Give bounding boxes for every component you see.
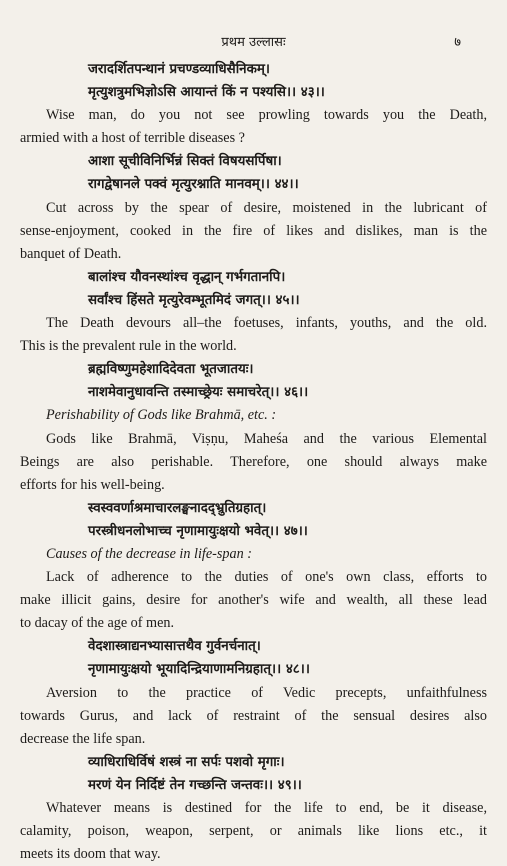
translation-line: Wise man, do you not see prowling towards you the Death, — [46, 107, 487, 124]
translation-line: banquet of Death. — [20, 245, 122, 262]
verse-line: परस्त्रीधनलोभाच्च नृणामायुःक्षयो भवेत्।। ४७।। — [88, 523, 308, 539]
page-body — [20, 58, 487, 866]
verse-line: व्याधिराधिर्विषं शस्त्रं ना सर्पः पशवो मृगाः। — [88, 754, 285, 770]
translation-paragraph — [20, 428, 487, 497]
sanskrit-verse — [20, 150, 487, 196]
section-heading: Perishability of Gods like Brahmā, etc. : — [46, 407, 277, 424]
verse-line: रागद्वेषानले पक्वं मृत्युरश्नाति मानवम्।। ४४।। — [88, 177, 299, 193]
translation-paragraph — [20, 312, 487, 358]
verse-line: नृणामायुःक्षयो भूयादिन्द्रियाणामनिग्रहात्।। ४८।। — [88, 662, 310, 678]
translation-line: Beings are also perishable. Therefore, one should always make — [20, 453, 487, 470]
page-number: ७ — [454, 35, 461, 50]
translation-paragraph — [20, 104, 487, 150]
verse-line: आशा सूचीविनिर्भिन्नं सिक्तं विषयसर्पिषा। — [88, 154, 282, 170]
translation-line: Cut across by the spear of desire, moistened in the lubricant of — [46, 199, 487, 216]
sanskrit-verse — [20, 751, 487, 797]
translation-line: Gods like Brahmā, Viṣṇu, Maheśa and the various Elemental — [46, 430, 487, 447]
translation-line: meets its doom that way. — [20, 846, 161, 863]
verse-line: नाशमेवानुधावन्ति तस्माच्छ्रेयः समाचरेत्।। ४६।। — [88, 385, 309, 401]
translation-line: armied with a host of terrible diseases ? — [20, 130, 245, 147]
translation-paragraph — [20, 797, 487, 866]
translation-paragraph — [20, 682, 487, 751]
sanskrit-verse — [20, 266, 487, 312]
translation-line: towards Gurus, and lack of restraint of the sensual desires also — [20, 707, 487, 724]
verse-line: मरणं येन निर्दिष्टं तेन गच्छन्ति जन्तवः।। ४९।। — [88, 777, 302, 793]
translation-line: make illicit gains, desire for another's wife and wealth, all these lead — [20, 592, 487, 609]
verse-line: स्वस्ववर्णाश्रमाचारलङ्घनादद्भ्रुतिग्रहात्। — [88, 500, 267, 516]
translation-line: sense-enjoyment, cooked in the fire of likes and dislikes, man is the — [20, 222, 487, 239]
sanskrit-verse — [20, 635, 487, 681]
verse-line: जरादर्शितपन्थानं प्रचण्डव्याधिसैनिकम्। — [88, 62, 270, 77]
translation-line: This is the prevalent rule in the world. — [20, 338, 237, 355]
section-heading: Causes of the decrease in life-span : — [46, 545, 252, 562]
running-title: प्रथम उल्लासः — [221, 35, 286, 50]
sanskrit-verse — [20, 358, 487, 404]
verse-line: सर्वांश्च हिंसते मृत्युरेवम्भूतमिदं जगत्।। ४५।। — [88, 292, 300, 308]
translation-line: Lack of adherence to the duties of one's own class, efforts to — [46, 569, 487, 586]
page-header — [0, 32, 507, 54]
translation-line: Whatever means is destined for the life to end, be it disease, — [46, 800, 487, 816]
verse-line: ब्रह्मविष्णुमहेशादिदेवता भूतजातयः। — [88, 362, 254, 378]
translation-line: decrease the life span. — [20, 730, 146, 747]
translation-line: efforts for his well-being. — [20, 476, 165, 493]
translation-line: calamity, poison, weapon, serpent, or animals like lions etc., it — [20, 823, 487, 840]
sanskrit-verse — [20, 497, 487, 543]
verse-line: बालांश्च यौवनस्थांश्च वृद्धान् गर्भगतानपि। — [88, 269, 286, 285]
translation-paragraph — [20, 566, 487, 635]
translation-line: The Death devours all–the foetuses, infants, youths, and the old. — [46, 315, 487, 332]
sanskrit-verse — [20, 58, 487, 104]
verse-line: मृत्युशत्रुमभिज्ञोऽसि आयान्तं किं न पश्यसि।। ४३।। — [88, 85, 325, 101]
translation-line: to dacay of the age of men. — [20, 615, 175, 632]
verse-line: वेदशास्त्राद्यनभ्यासात्तथैव गुर्वनर्चनात्। — [88, 639, 261, 655]
translation-paragraph — [20, 197, 487, 266]
translation-line: Aversion to the practice of Vedic precepts, unfaithfulness — [46, 684, 487, 701]
